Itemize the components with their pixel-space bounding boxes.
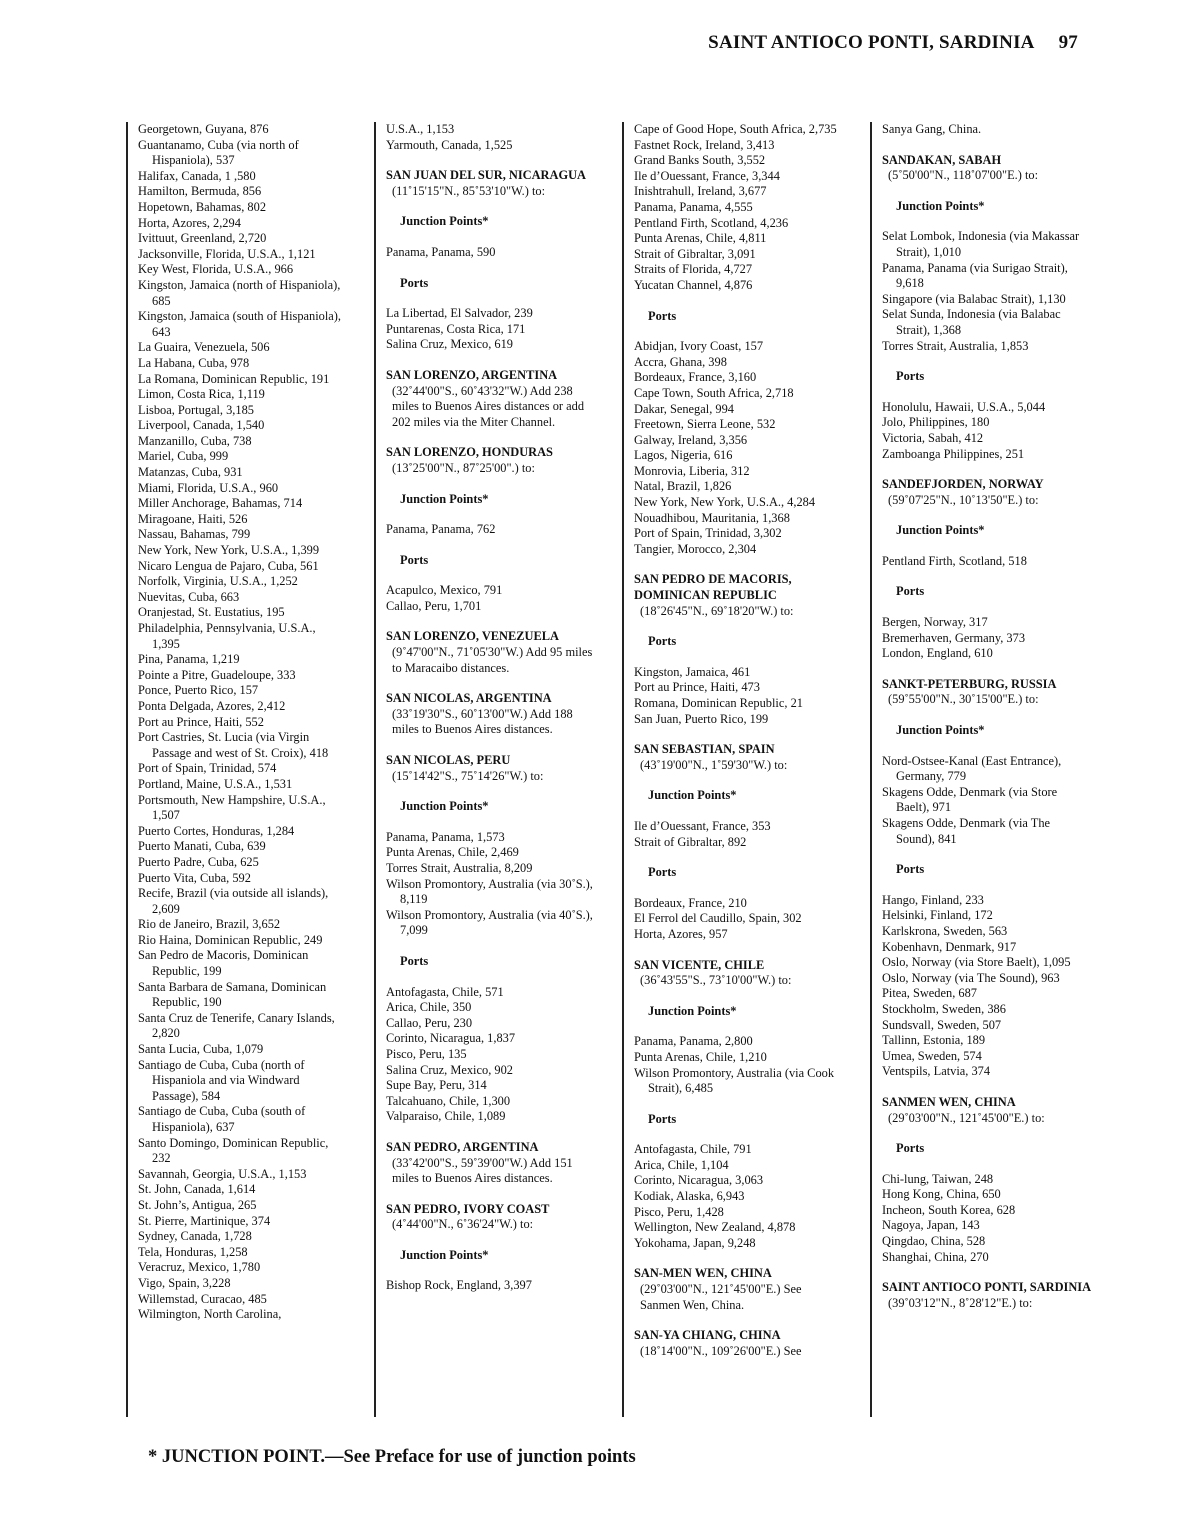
place-heading: SAN JUAN DEL SUR, NICARAGUA bbox=[386, 168, 586, 183]
entry: Kingston, Jamaica, 461 bbox=[634, 664, 751, 679]
entry: Fastnet Rock, Ireland, 3,413 bbox=[634, 137, 775, 152]
entry: Tela, Honduras, 1,258 bbox=[138, 1244, 248, 1259]
entry: Skagens Odde, Denmark (via Store Baelt), 971 bbox=[882, 784, 1058, 815]
coordinates: (33˚42'00"S., 59˚39'00"W.) Add 151 miles to Buenos Aires distances. bbox=[392, 1155, 573, 1186]
entry: Santiago de Cuba, Cuba (south of Hispaniola), 637 bbox=[138, 1104, 306, 1134]
entry: Santiago de Cuba, Cuba (north of Hispaniola and via Windward Passage), 584 bbox=[138, 1057, 305, 1103]
section-label: Ports bbox=[896, 584, 925, 599]
coordinates: (39˚03'12"N., 8˚28'12"E.) to: bbox=[888, 1295, 1033, 1310]
entry: Natal, Brazil, 1,826 bbox=[634, 479, 732, 494]
entry: Bishop Rock, England, 3,397 bbox=[386, 1278, 532, 1293]
entry: Puerto Vita, Cuba, 592 bbox=[138, 870, 251, 885]
place-heading: SAINT ANTIOCO PONTI, SARDINIA bbox=[882, 1280, 1092, 1295]
entry: Cape of Good Hope, South Africa, 2,735 bbox=[634, 122, 837, 136]
entry: St. John, Canada, 1,614 bbox=[138, 1182, 256, 1197]
entry: Chi-lung, Taiwan, 248 bbox=[882, 1171, 994, 1186]
entry: Punta Arenas, Chile, 4,811 bbox=[634, 231, 767, 246]
entry: Puerto Cortes, Honduras, 1,284 bbox=[138, 823, 295, 838]
place-heading: SAN-YA CHIANG, CHINA bbox=[634, 1328, 781, 1343]
entry: Kobenhavn, Denmark, 917 bbox=[882, 939, 1017, 954]
entry: Ponta Delgada, Azores, 2,412 bbox=[138, 698, 286, 713]
entry: Accra, Ghana, 398 bbox=[634, 354, 727, 369]
entry: Incheon, South Korea, 628 bbox=[882, 1202, 1016, 1217]
section-label: Ports bbox=[896, 862, 925, 877]
entry: Miragoane, Haiti, 526 bbox=[138, 511, 248, 526]
entry: Karlskrona, Sweden, 563 bbox=[882, 923, 1008, 938]
entry: Sundsvall, Sweden, 507 bbox=[882, 1017, 1002, 1032]
entry: Talcahuano, Chile, 1,300 bbox=[386, 1093, 511, 1108]
entry: Yarmouth, Canada, 1,525 bbox=[386, 137, 513, 152]
entry: Santa Lucia, Cuba, 1,079 bbox=[138, 1042, 264, 1057]
entry: Torres Strait, Australia, 8,209 bbox=[386, 861, 533, 875]
entry: Callao, Peru, 230 bbox=[386, 1015, 473, 1030]
coordinates: (4˚44'00"N., 6˚36'24"W.) to: bbox=[392, 1217, 534, 1232]
entry: Oslo, Norway (via Store Baelt), 1,095 bbox=[882, 955, 1071, 970]
entry: Galway, Ireland, 3,356 bbox=[634, 432, 748, 447]
entry: Santa Cruz de Tenerife, Canary Islands, 2,820 bbox=[138, 1010, 335, 1041]
entry: Pisco, Peru, 135 bbox=[386, 1046, 467, 1061]
entry: Wilson Promontory, Australia (via 30˚S.), 8,119 bbox=[386, 876, 593, 907]
entry: Straits of Florida, 4,727 bbox=[634, 262, 753, 277]
entry: Victoria, Sabah, 412 bbox=[882, 430, 984, 445]
entry: Wilson Promontory, Australia (via 40˚S.), 7,099 bbox=[386, 907, 593, 938]
section-label: Junction Points* bbox=[400, 799, 489, 814]
entry: London, England, 610 bbox=[882, 646, 993, 661]
entry: Ventspils, Latvia, 374 bbox=[882, 1064, 991, 1079]
section-label: Junction Points* bbox=[400, 491, 489, 506]
entry: Sydney, Canada, 1,728 bbox=[138, 1229, 252, 1244]
coordinates: (29˚03'00"N., 121˚45'00"E.) to: bbox=[888, 1110, 1045, 1125]
entry: Ile d’Ouessant, France, 353 bbox=[634, 818, 771, 833]
place-heading: SAN VICENTE, CHILE bbox=[634, 957, 765, 972]
entry: Pitea, Sweden, 687 bbox=[882, 986, 977, 1001]
page-number: 97 bbox=[1058, 32, 1078, 53]
entry: Freetown, Sierra Leone, 532 bbox=[634, 417, 776, 432]
entry: Lagos, Nigeria, 616 bbox=[634, 448, 733, 463]
entry: New York, New York, U.S.A., 1,399 bbox=[138, 543, 320, 558]
entry: Helsinki, Finland, 172 bbox=[882, 908, 993, 923]
entry: Hango, Finland, 233 bbox=[882, 892, 984, 907]
entry: Selat Sunda, Indonesia (via Balabac Strait), 1,368 bbox=[882, 307, 1061, 337]
entry: Nicaro Lengua de Pajaro, Cuba, 561 bbox=[138, 558, 319, 573]
entry: San Pedro de Macoris, Dominican Republic, 199 bbox=[138, 948, 309, 979]
entry: Corinto, Nicaragua, 1,837 bbox=[386, 1031, 516, 1046]
section-label: Ports bbox=[896, 369, 925, 384]
place-heading: SAN NICOLAS, ARGENTINA bbox=[386, 691, 552, 706]
coordinates: (11˚15'15"N., 85˚53'10"W.) to: bbox=[392, 183, 546, 198]
entry: Nord-Ostsee-Kanal (East Entrance), Germany, 779 bbox=[882, 753, 1062, 784]
entry: Jolo, Philippines, 180 bbox=[882, 415, 990, 430]
place-heading: SAN SEBASTIAN, SPAIN bbox=[634, 742, 775, 757]
entry: Zamboanga Philippines, 251 bbox=[882, 446, 1025, 461]
column-4 bbox=[870, 122, 1092, 1417]
entry: Puerto Padre, Cuba, 625 bbox=[138, 854, 259, 869]
entry: Shanghai, China, 270 bbox=[882, 1249, 989, 1264]
section-label: Ports bbox=[648, 1111, 677, 1126]
place-heading: SAN PEDRO, IVORY COAST bbox=[386, 1201, 550, 1216]
entry: Veracruz, Mexico, 1,780 bbox=[138, 1260, 261, 1275]
coordinates: (59˚55'00"N., 30˚15'00"E.) to: bbox=[888, 692, 1039, 707]
entry: Portsmouth, New Hampshire, U.S.A., 1,507 bbox=[138, 792, 326, 823]
entry: Inishtrahull, Ireland, 3,677 bbox=[634, 184, 767, 199]
column-3 bbox=[622, 122, 844, 1417]
place-heading: SAN-MEN WEN, CHINA bbox=[634, 1266, 772, 1281]
section-label: Junction Points* bbox=[896, 523, 985, 538]
entry: Tangier, Morocco, 2,304 bbox=[634, 541, 757, 556]
section-label: Junction Points* bbox=[896, 198, 985, 213]
entry: Skagens Odde, Denmark (via The Sound), 841 bbox=[882, 816, 1051, 846]
entry: Acapulco, Mexico, 791 bbox=[386, 583, 503, 598]
section-label: Ports bbox=[648, 865, 677, 880]
column-2 bbox=[374, 122, 596, 1417]
entry: Guantanamo, Cuba (via north of Hispaniola), 537 bbox=[138, 137, 299, 168]
entry: Liverpool, Canada, 1,540 bbox=[138, 418, 265, 433]
entry: Port of Spain, Trinidad, 574 bbox=[138, 761, 277, 776]
entry: Singapore (via Balabac Strait), 1,130 bbox=[882, 291, 1066, 306]
entry: Honolulu, Hawaii, U.S.A., 5,044 bbox=[882, 399, 1046, 414]
entry: Strait of Gibraltar, 3,091 bbox=[634, 246, 756, 261]
entry: Cape Town, South Africa, 2,718 bbox=[634, 385, 794, 400]
section-label: Junction Points* bbox=[648, 1003, 737, 1018]
entry: U.S.A., 1,153 bbox=[386, 122, 455, 136]
entry: Santo Domingo, Dominican Republic, 232 bbox=[138, 1135, 329, 1166]
entry: Pisco, Peru, 1,428 bbox=[634, 1204, 724, 1219]
entry: Lisboa, Portugal, 3,185 bbox=[138, 402, 254, 417]
entry: San Juan, Puerto Rico, 199 bbox=[634, 711, 769, 726]
section-label: Ports bbox=[400, 275, 429, 290]
entry: Panama, Panama (via Surigao Strait), 9,618 bbox=[882, 260, 1068, 291]
entry: Port of Spain, Trinidad, 3,302 bbox=[634, 526, 782, 541]
entry: Santa Barbara de Samana, Dominican Republic, 190 bbox=[138, 979, 327, 1010]
entry: Wellington, New Zealand, 4,878 bbox=[634, 1220, 796, 1235]
entry: Port Castries, St. Lucia (via Virgin Passage and west of St. Croix), 418 bbox=[138, 730, 329, 760]
entry: Horta, Azores, 957 bbox=[634, 926, 728, 941]
running-header bbox=[708, 32, 1078, 54]
entry: Willemstad, Curacao, 485 bbox=[138, 1291, 267, 1306]
coordinates: (18˚14'00"N., 109˚26'00"E.) See bbox=[640, 1343, 802, 1358]
entry: Bremerhaven, Germany, 373 bbox=[882, 630, 1026, 645]
entry: Limon, Costa Rica, 1,119 bbox=[138, 387, 265, 402]
coordinates: (13˚25'00"N., 87˚25'00".) to: bbox=[392, 460, 535, 475]
entry: Jacksonville, Florida, U.S.A., 1,121 bbox=[138, 246, 316, 261]
entry: Norfolk, Virginia, U.S.A., 1,252 bbox=[138, 574, 298, 589]
entry: Selat Lombok, Indonesia (via Makassar Strait), 1,010 bbox=[882, 229, 1080, 259]
entry: Oranjestad, St. Eustatius, 195 bbox=[138, 605, 285, 620]
section-label: Junction Points* bbox=[400, 214, 489, 229]
coordinates: (59˚07'25"N., 10˚13'50"E.) to: bbox=[888, 492, 1039, 507]
entry: Abidjan, Ivory Coast, 157 bbox=[634, 339, 764, 354]
coordinates: (36˚43'55"S., 73˚10'00"W.) to: bbox=[640, 973, 792, 988]
entry: Ile d’Ouessant, France, 3,344 bbox=[634, 168, 780, 183]
coordinates: (5˚50'00"N., 118˚07'00"E.) to: bbox=[888, 168, 1039, 183]
coordinates: (18˚26'45"N., 69˚18'20"W.) to: bbox=[640, 603, 794, 618]
place-heading: SANKT-PETERBURG, RUSSIA bbox=[882, 676, 1057, 691]
entry: Port au Prince, Haiti, 473 bbox=[634, 680, 760, 695]
entry: Bergen, Norway, 317 bbox=[882, 615, 988, 630]
entry: Callao, Peru, 1,701 bbox=[386, 598, 482, 613]
entry: Umea, Sweden, 574 bbox=[882, 1048, 982, 1063]
coordinates: (32˚44'00"S., 60˚43'32"W.) Add 238 miles to Buenos Aires distances or add 202 miles via the Miter Channel. bbox=[392, 383, 585, 429]
entry: Panama, Panama, 4,555 bbox=[634, 199, 753, 214]
section-label: Ports bbox=[648, 634, 677, 649]
entry: Arica, Chile, 1,104 bbox=[634, 1157, 729, 1172]
entry: Supe Bay, Peru, 314 bbox=[386, 1078, 487, 1093]
coordinates: (29˚03'00"N., 121˚45'00"E.) See Sanmen Wen, China. bbox=[640, 1282, 802, 1312]
entry: Salina Cruz, Mexico, 619 bbox=[386, 337, 513, 352]
place-heading: SANDAKAN, SABAH bbox=[882, 152, 1002, 167]
entry: Punta Arenas, Chile, 2,469 bbox=[386, 845, 519, 860]
coordinates: (15˚14'42"S., 75˚14'26"W.) to: bbox=[392, 768, 544, 783]
entry: Hamilton, Bermuda, 856 bbox=[138, 184, 262, 199]
entry: Panama, Panama, 762 bbox=[386, 522, 496, 537]
entry: Rio de Janeiro, Brazil, 3,652 bbox=[138, 917, 281, 932]
entry: Wilmington, North Carolina, bbox=[138, 1307, 282, 1322]
coordinates: (43˚19'00"N., 1˚59'30"W.) to: bbox=[640, 757, 788, 772]
entry: Panama, Panama, 1,573 bbox=[386, 829, 505, 844]
entry: St. John’s, Antigua, 265 bbox=[138, 1197, 257, 1212]
entry: Pentland Firth, Scotland, 4,236 bbox=[634, 215, 789, 230]
coordinates: (33˚19'30"S., 60˚13'00"W.) Add 188 miles to Buenos Aires distances. bbox=[392, 706, 573, 737]
footnote: * JUNCTION POINT.—See Preface for use of junction points bbox=[148, 1447, 636, 1467]
section-label: Junction Points* bbox=[896, 723, 985, 738]
entry: Qingdao, China, 528 bbox=[882, 1234, 986, 1249]
entry: Philadelphia, Pennsylvania, U.S.A., 1,395 bbox=[138, 621, 316, 651]
entry: La Libertad, El Salvador, 239 bbox=[386, 306, 533, 321]
place-heading: SANDEFJORDEN, NORWAY bbox=[882, 477, 1044, 492]
entry: Stockholm, Sweden, 386 bbox=[882, 1001, 1006, 1016]
entry: Romana, Dominican Republic, 21 bbox=[634, 696, 803, 710]
entry: Oslo, Norway (via The Sound), 963 bbox=[882, 970, 1060, 985]
entry: Antofagasta, Chile, 571 bbox=[386, 984, 504, 999]
entry: Kingston, Jamaica (south of Hispaniola), 643 bbox=[138, 309, 342, 339]
entry: Portland, Maine, U.S.A., 1,531 bbox=[138, 776, 293, 791]
place-heading: SANMEN WEN, CHINA bbox=[882, 1094, 1016, 1109]
entry: Grand Banks South, 3,552 bbox=[634, 153, 766, 168]
place-heading: SAN NICOLAS, PERU bbox=[386, 753, 511, 768]
entry: Port au Prince, Haiti, 552 bbox=[138, 714, 264, 729]
entry: Strait of Gibraltar, 892 bbox=[634, 834, 747, 849]
entry: Kingston, Jamaica (north of Hispaniola), 685 bbox=[138, 277, 341, 308]
entry: Matanzas, Cuba, 931 bbox=[138, 465, 243, 480]
entry: Puntarenas, Costa Rica, 171 bbox=[386, 321, 526, 336]
entry: La Habana, Cuba, 978 bbox=[138, 355, 250, 370]
place-heading: SAN PEDRO DE MACORIS, DOMINICAN REPUBLIC bbox=[634, 572, 792, 603]
entry: Arica, Chile, 350 bbox=[386, 1000, 472, 1015]
entry: Torres Strait, Australia, 1,853 bbox=[882, 338, 1029, 353]
entry: Panama, Panama, 590 bbox=[386, 244, 496, 259]
place-heading: SAN LORENZO, ARGENTINA bbox=[386, 367, 558, 382]
entry: Manzanillo, Cuba, 738 bbox=[138, 433, 252, 448]
entry: Miami, Florida, U.S.A., 960 bbox=[138, 480, 279, 495]
entry: Wilson Promontory, Australia (via Cook Strait), 6,485 bbox=[634, 1065, 835, 1096]
entry: Punta Arenas, Chile, 1,210 bbox=[634, 1049, 767, 1064]
entry: Vigo, Spain, 3,228 bbox=[138, 1275, 231, 1290]
entry: Pointe a Pitre, Guadeloupe, 333 bbox=[138, 667, 296, 682]
entry: New York, New York, U.S.A., 4,284 bbox=[634, 495, 816, 510]
entry: Bordeaux, France, 210 bbox=[634, 895, 747, 910]
entry: Miller Anchorage, Bahamas, 714 bbox=[138, 496, 303, 511]
entry: La Romana, Dominican Republic, 191 bbox=[138, 371, 330, 386]
entry: Halifax, Canada, 1 ,580 bbox=[138, 168, 256, 183]
section-label: Junction Points* bbox=[648, 788, 737, 803]
coordinates: (9˚47'00"N., 71˚05'30"W.) Add 95 miles to Maracaibo distances. bbox=[392, 645, 593, 675]
entry: Savannah, Georgia, U.S.A., 1,153 bbox=[138, 1166, 307, 1181]
column-1 bbox=[126, 122, 346, 1417]
entry: Nuevitas, Cuba, 663 bbox=[138, 589, 240, 604]
entry: Nassau, Bahamas, 799 bbox=[138, 527, 251, 542]
entry: Bordeaux, France, 3,160 bbox=[634, 370, 757, 385]
entry: Ivittuut, Greenland, 2,720 bbox=[138, 231, 267, 246]
entry: Panama, Panama, 2,800 bbox=[634, 1034, 753, 1049]
entry: Tallinn, Estonia, 189 bbox=[882, 1033, 986, 1048]
entry: Monrovia, Liberia, 312 bbox=[634, 463, 750, 478]
entry: Rio Haina, Dominican Republic, 249 bbox=[138, 932, 323, 947]
entry: Valparaiso, Chile, 1,089 bbox=[386, 1109, 506, 1124]
entry: Key West, Florida, U.S.A., 966 bbox=[138, 262, 294, 277]
section-label: Ports bbox=[400, 953, 429, 968]
entry: Horta, Azores, 2,294 bbox=[138, 215, 241, 230]
entry: Yucatan Channel, 4,876 bbox=[634, 277, 753, 292]
place-heading: SAN LORENZO, HONDURAS bbox=[386, 445, 553, 460]
entry: Puerto Manati, Cuba, 639 bbox=[138, 839, 266, 854]
entry: Hong Kong, China, 650 bbox=[882, 1187, 1001, 1202]
section-label: Junction Points* bbox=[400, 1247, 489, 1262]
entry: Kodiak, Alaska, 6,943 bbox=[634, 1189, 745, 1204]
entry: Corinto, Nicaragua, 3,063 bbox=[634, 1173, 764, 1188]
entry: Antofagasta, Chile, 791 bbox=[634, 1142, 752, 1157]
entry: Dakar, Senegal, 994 bbox=[634, 401, 734, 416]
entry: Salina Cruz, Mexico, 902 bbox=[386, 1062, 513, 1077]
place-heading: SAN LORENZO, VENEZUELA bbox=[386, 629, 559, 644]
entry: St. Pierre, Martinique, 374 bbox=[138, 1213, 271, 1228]
entry: La Guaira, Venezuela, 506 bbox=[138, 340, 270, 355]
entry: Ponce, Puerto Rico, 157 bbox=[138, 683, 259, 698]
entry: Recife, Brazil (via outside all islands), 2,609 bbox=[138, 886, 329, 916]
header-title: SAINT ANTIOCO PONTI, SARDINIA bbox=[708, 32, 1035, 53]
entry: Georgetown, Guyana, 876 bbox=[138, 122, 269, 136]
entry: Nouadhibou, Mauritania, 1,368 bbox=[634, 510, 790, 525]
section-label: Ports bbox=[896, 1141, 925, 1156]
entry: Yokohama, Japan, 9,248 bbox=[634, 1235, 756, 1250]
entry: Mariel, Cuba, 999 bbox=[138, 449, 229, 464]
entry: Nagoya, Japan, 143 bbox=[882, 1218, 980, 1233]
entry: Hopetown, Bahamas, 802 bbox=[138, 199, 267, 214]
entry: Sanya Gang, China. bbox=[882, 122, 982, 136]
section-label: Ports bbox=[648, 308, 677, 323]
entry: El Ferrol del Caudillo, Spain, 302 bbox=[634, 911, 802, 926]
place-heading: SAN PEDRO, ARGENTINA bbox=[386, 1139, 539, 1154]
entry: Pentland Firth, Scotland, 518 bbox=[882, 553, 1027, 568]
section-label: Ports bbox=[400, 552, 429, 567]
entry: Pina, Panama, 1,219 bbox=[138, 652, 240, 667]
